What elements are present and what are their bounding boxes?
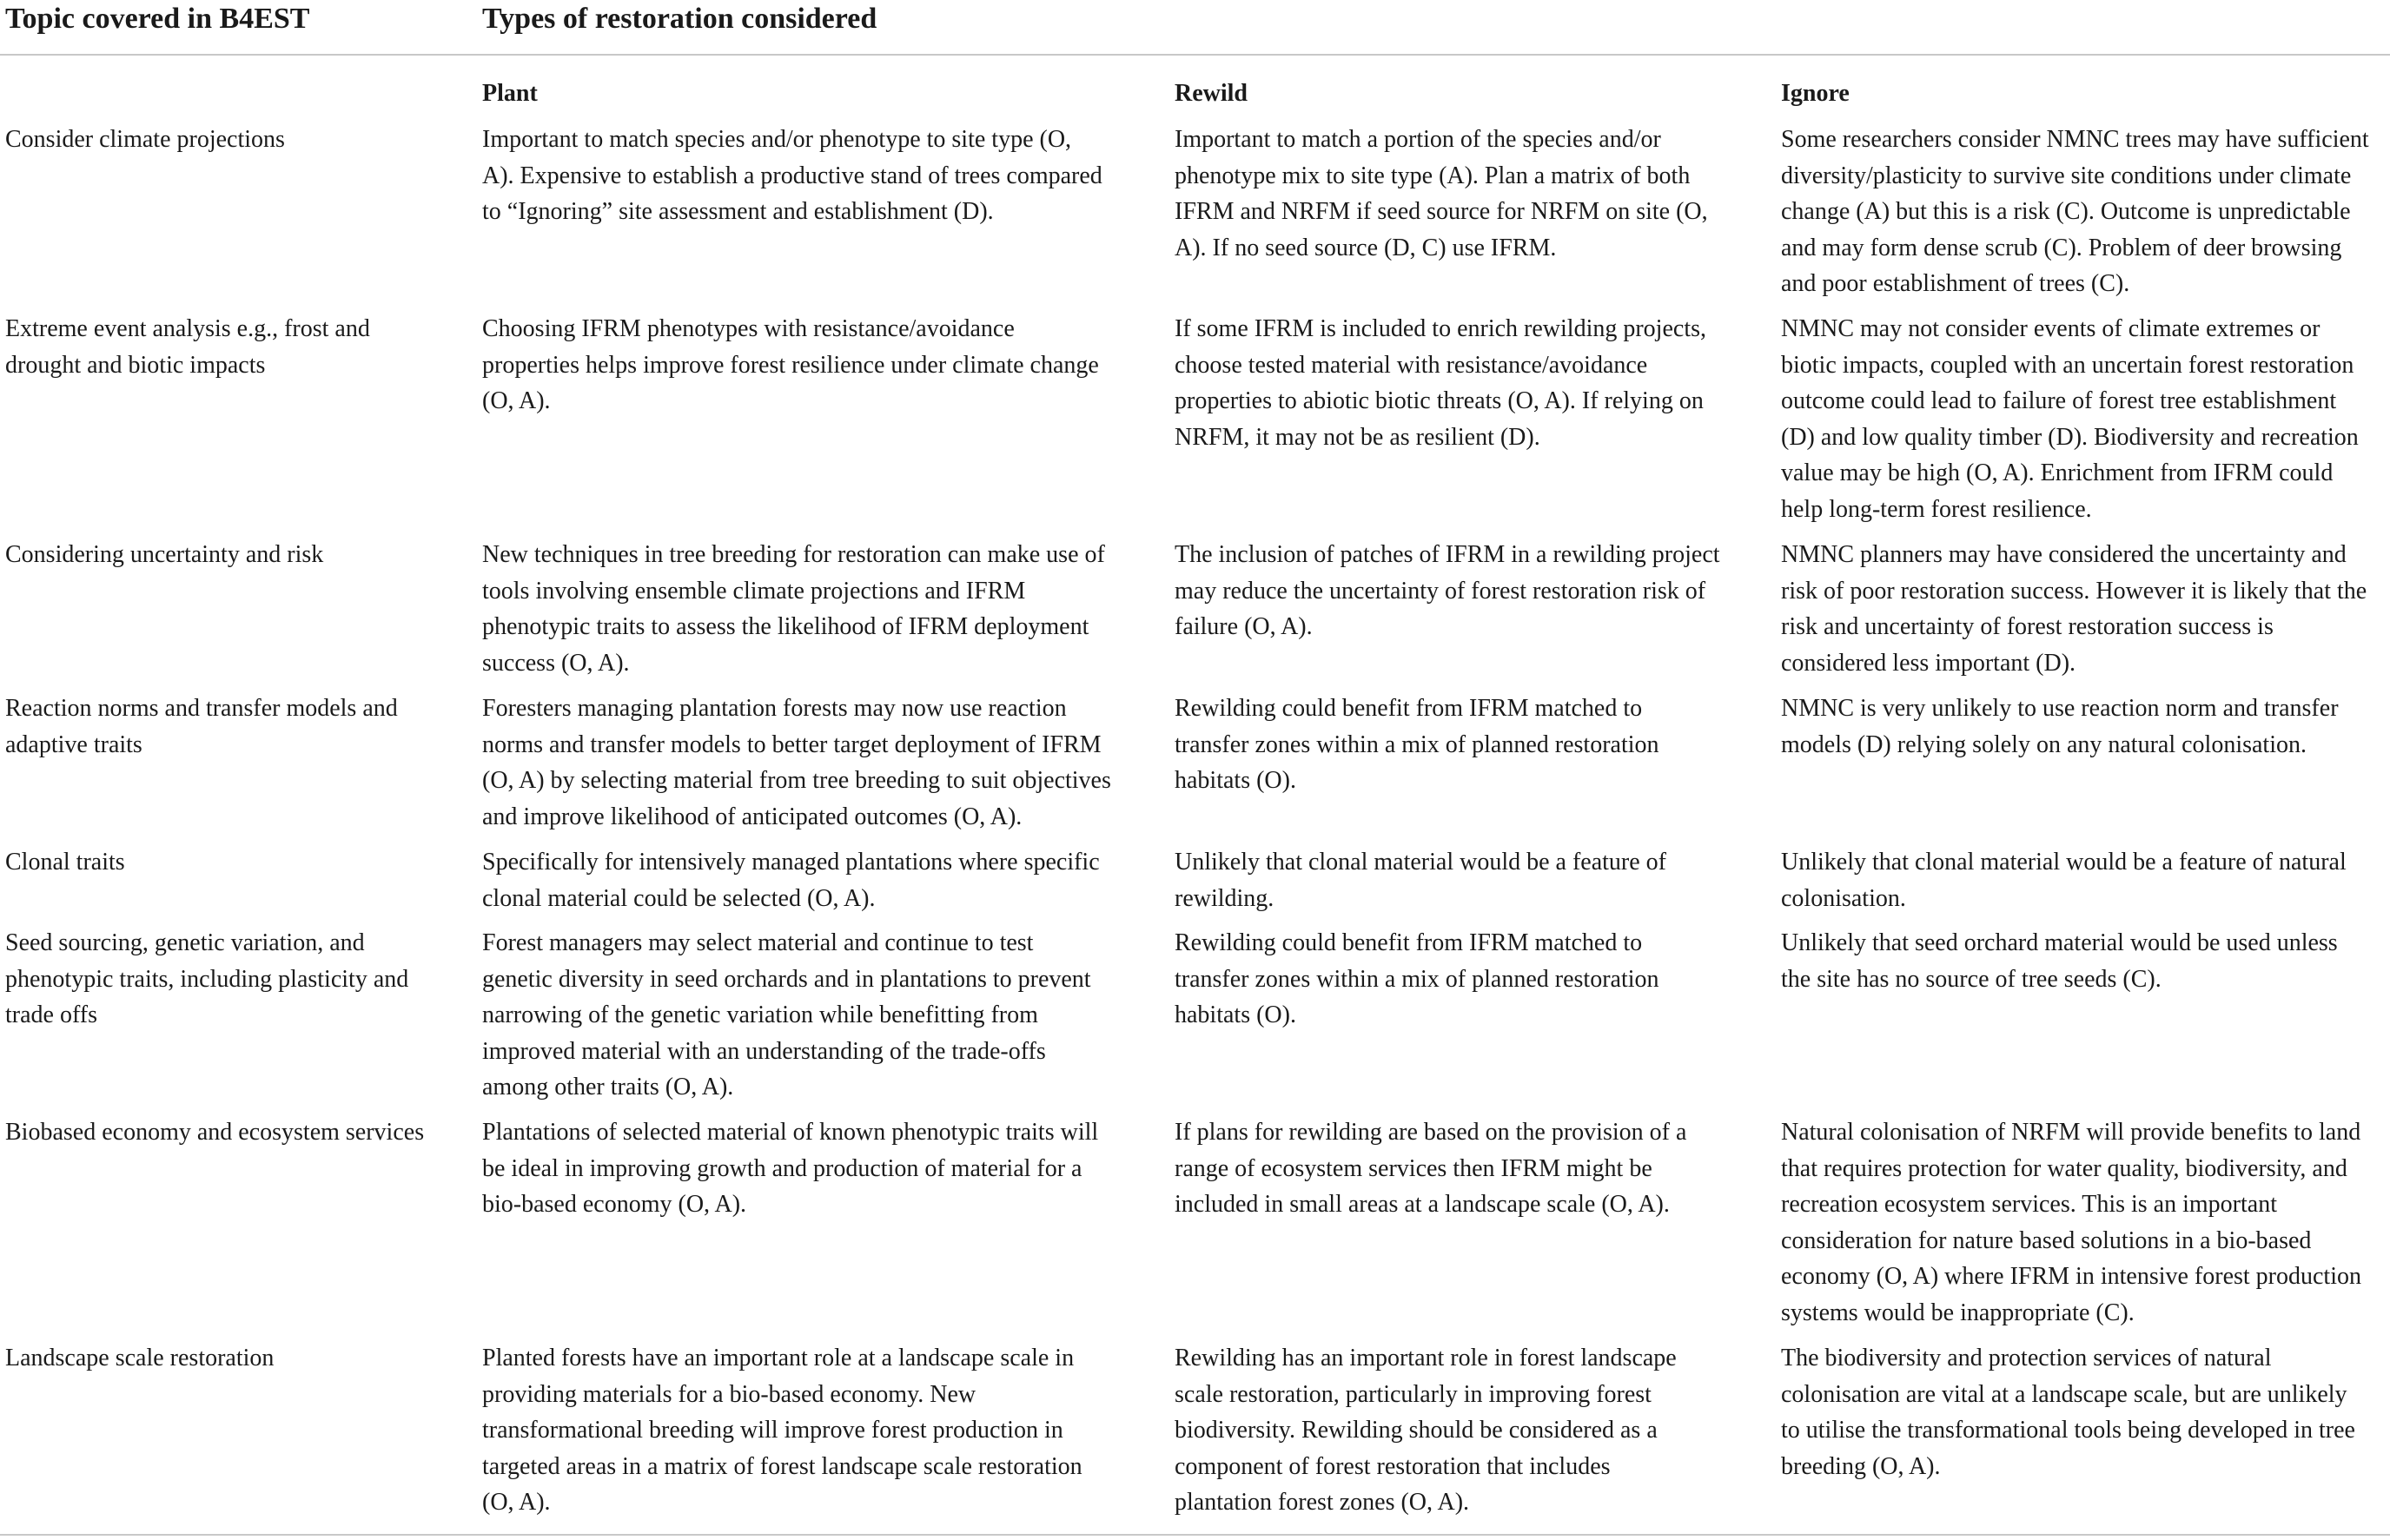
subheader-ignore: Ignore (1781, 80, 1850, 107)
ignore-cell: NMNC is very unlikely to use reaction norm and transfer models (D) relying solely on any natural colonisation. (1781, 695, 2339, 758)
plant-cell: Foresters managing plantation forests may now use reaction norms and transfer models to better target deployment of IFRM (O, A) by selecting material from tree breeding to suit objectives and improve likelihood of anticipated outcomes (O, A). (482, 695, 1111, 830)
ignore-cell: NMNC planners may have considered the uncertainty and risk of poor restoration success. However it is likely that the risk and uncertainty of forest restoration success is considered less important (D). (1781, 541, 2367, 677)
topic-cell: Consider climate projections (5, 126, 285, 153)
rewild-cell: Important to match a portion of the species and/or phenotype mix to site type (A). Plan a matrix of both IFRM and NRFM if seed source for NRFM on site (O, A). If no seed source (D, C) use IFRM. (1175, 126, 1708, 261)
plant-cell: Choosing IFRM phenotypes with resistance/avoidance properties helps improve forest resilience under climate change (O, A). (482, 315, 1099, 414)
header-rule (0, 54, 2390, 56)
topic-cell: Landscape scale restoration (5, 1345, 275, 1371)
rewild-cell: Rewilding has an important role in forest landscape scale restoration, particularly in improving forest biodiversity. Rewilding should be considered as a component of forest restoration that includes plantation forest zones (O, A). (1175, 1345, 1677, 1516)
topic-cell: Extreme event analysis e.g., frost and drought and biotic impacts (5, 315, 370, 379)
ignore-cell: The biodiversity and protection services of natural colonisation are vital at a landscape scale, but are unlikely to utilise the transformational tools being developed in tree breeding (O, A). (1781, 1345, 2355, 1480)
topic-cell: Considering uncertainty and risk (5, 541, 324, 568)
ignore-cell: Some researchers consider NMNC trees may have sufficient diversity/plasticity to survive site conditions under climate change (A) but this is a risk (C). Outcome is unpredictable and may form dense scrub (C). Problem of deer browsing and poor establishment of trees (C). (1781, 126, 2369, 297)
plant-cell: New techniques in tree breeding for restoration can make use of tools involving ensemble climate projections and IFRM phenotypic traits to assess the likelihood of IFRM deployment success (O, A). (482, 541, 1105, 677)
topic-cell: Seed sourcing, genetic variation, and phenotypic traits, including plasticity and trade offs (5, 929, 409, 1028)
topic-cell: Clonal traits (5, 849, 125, 876)
ignore-cell: Unlikely that seed orchard material would be used unless the site has no source of tree seeds (C). (1781, 929, 2338, 993)
rewild-cell: If some IFRM is included to enrich rewilding projects, choose tested material with resistance/avoidance properties to abiotic biotic threats (O, A). If relying on NRFM, it may not be as resilient (D). (1175, 315, 1706, 451)
rewild-cell: If plans for rewilding are based on the provision of a range of ecosystem services then IFRM might be included in small areas at a landscape scale (O, A). (1175, 1119, 1687, 1218)
subheader-rewild: Rewild (1175, 80, 1248, 107)
topic-cell: Biobased economy and ecosystem services (5, 1119, 425, 1146)
rewild-cell: Rewilding could benefit from IFRM matched to transfer zones within a mix of planned restoration habitats (O). (1175, 695, 1659, 794)
ignore-cell: Natural colonisation of NRFM will provide benefits to land that requires protection for water quality, biodiversity, and recreation ecosystem services. This is an important consideration for nature based solutions in a bio-based economy (O, A) where IFRM in intensive forest production systems would be inappropriate (C). (1781, 1119, 2361, 1326)
column-header-topic: Topic covered in B4EST (5, 3, 310, 35)
ignore-cell: NMNC may not consider events of climate extremes or biotic impacts, coupled with an uncertain forest restoration outcome could lead to failure of forest tree establishment (D) and low quality timber (D). Biodiversity and recreation value may be high (O, A). Enrichment from IFRM could help long-term forest resilience. (1781, 315, 2359, 523)
plant-cell: Specifically for intensively managed plantations where specific clonal material could be selected (O, A). (482, 849, 1100, 912)
ignore-cell: Unlikely that clonal material would be a feature of natural colonisation. (1781, 849, 2347, 912)
rewild-cell: Unlikely that clonal material would be a feature of rewilding. (1175, 849, 1667, 912)
plant-cell: Forest managers may select material and continue to test genetic diversity in seed orchards and in plantations to prevent narrowing of the genetic variation while benefitting from improved material with an understanding of the trade-offs among other traits (O, A). (482, 929, 1091, 1100)
rewild-cell: The inclusion of patches of IFRM in a rewilding project may reduce the uncertainty of forest restoration risk of failure (O, A). (1175, 541, 1720, 640)
plant-cell: Plantations of selected material of known phenotypic traits will be ideal in improving growth and production of material for a bio-based economy (O, A). (482, 1119, 1099, 1218)
subheader-plant: Plant (482, 80, 538, 107)
plant-cell: Important to match species and/or phenotype to site type (O, A). Expensive to establish a productive stand of trees compared to “Ignoring” site assessment and establishment (D). (482, 126, 1102, 225)
topic-cell: Reaction norms and transfer models and adaptive traits (5, 695, 398, 758)
footer-rule (0, 1534, 2390, 1536)
plant-cell: Planted forests have an important role at a landscape scale in providing materials for a bio-based economy. New transformational breeding will improve forest production in targeted areas in a matrix of forest landscape scale restoration (O, A). (482, 1345, 1082, 1516)
column-header-types: Types of restoration considered (482, 3, 877, 35)
rewild-cell: Rewilding could benefit from IFRM matched to transfer zones within a mix of planned restoration habitats (O). (1175, 929, 1659, 1028)
